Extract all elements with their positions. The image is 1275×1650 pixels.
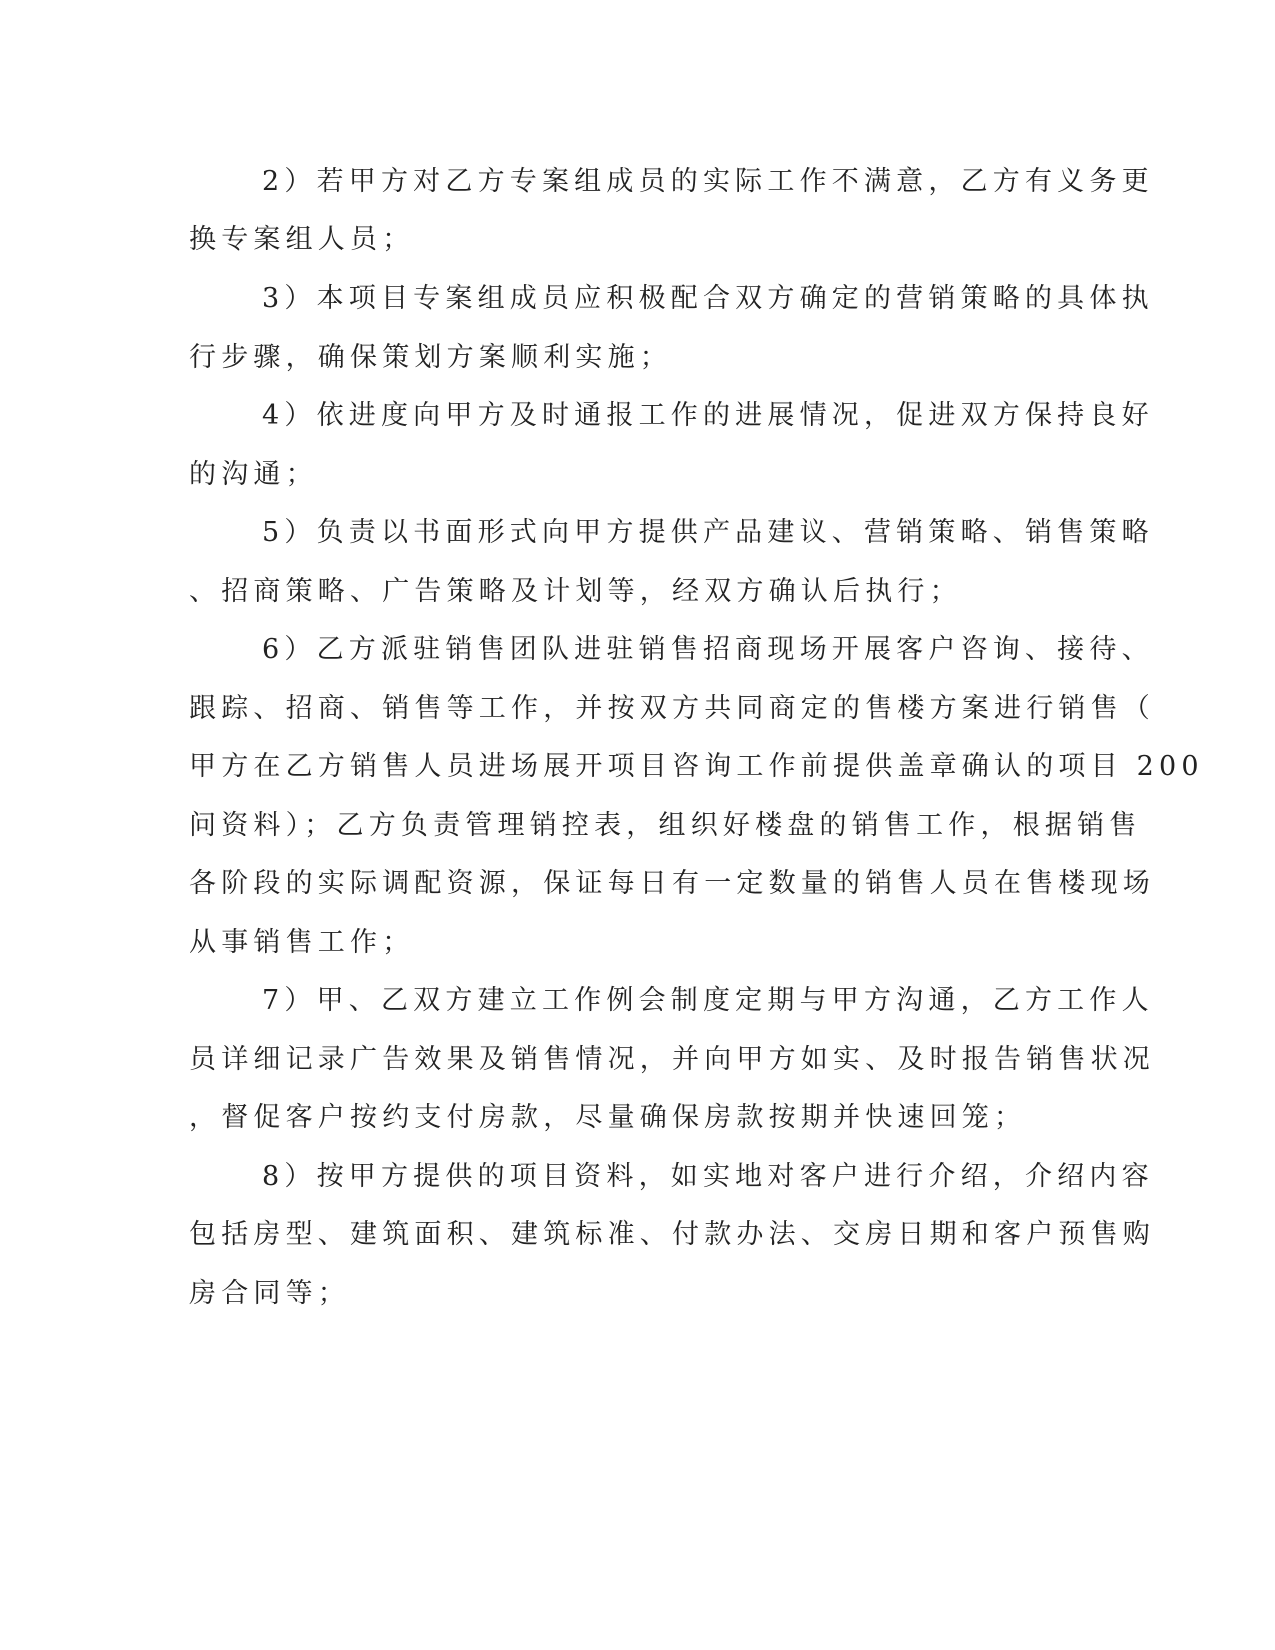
item-7-line-2: 员详细记录广告效果及销售情况，并向甲方如实、及时报告销售状况: [189, 1044, 1155, 1075]
item-4-line-1: 4）依进度向甲方及时通报工作的进展情况，促进双方保持良好: [262, 400, 1154, 431]
item-5-line-1: 5）负责以书面形式向甲方提供产品建议、营销策略、销售策略: [262, 517, 1154, 548]
item-6-line-1: 6）乙方派驻销售团队进驻销售招商现场开展客户咨询、接待、: [262, 634, 1154, 665]
item-2-line-1: 2）若甲方对乙方专案组成员的实际工作不满意，乙方有义务更: [262, 166, 1154, 197]
item-6-line-6: 从事销售工作；: [189, 927, 415, 958]
item-8-line-1: 8）按甲方提供的项目资料，如实地对客户进行介绍，介绍内容: [262, 1161, 1154, 1192]
item-7-line-1: 7）甲、乙双方建立工作例会制度定期与甲方沟通，乙方工作人: [262, 985, 1154, 1016]
item-4-line-2: 的沟通；: [189, 459, 318, 490]
item-2-line-2: 换专案组人员；: [189, 224, 415, 255]
item-6-line-5: 各阶段的实际调配资源，保证每日有一定数量的销售人员在售楼现场: [189, 868, 1155, 899]
item-8-line-2: 包括房型、建筑面积、建筑标准、付款办法、交房日期和客户预售购: [189, 1219, 1155, 1250]
item-6-line-4: 问资料）；乙方负责管理销控表，组织好楼盘的销售工作，根据销售: [189, 810, 1142, 841]
item-6-line-3: 甲方在乙方销售人员进场展开项目咨询工作前提供盖章确认的项目 200: [189, 751, 1204, 782]
item-3-line-2: 行步骤，确保策划方案顺利实施；: [189, 342, 672, 373]
item-5-line-2: 、招商策略、广告策略及计划等，经双方确认后执行；: [189, 576, 962, 607]
item-8-line-3: 房合同等；: [189, 1278, 350, 1309]
item-7-line-3: ，督促客户按约支付房款，尽量确保房款按期并快速回笼；: [189, 1102, 1027, 1133]
item-3-line-1: 3）本项目专案组成员应积极配合双方确定的营销策略的具体执: [262, 283, 1154, 314]
item-6-line-2: 跟踪、招商、销售等工作，并按双方共同商定的售楼方案进行销售（: [189, 693, 1155, 724]
